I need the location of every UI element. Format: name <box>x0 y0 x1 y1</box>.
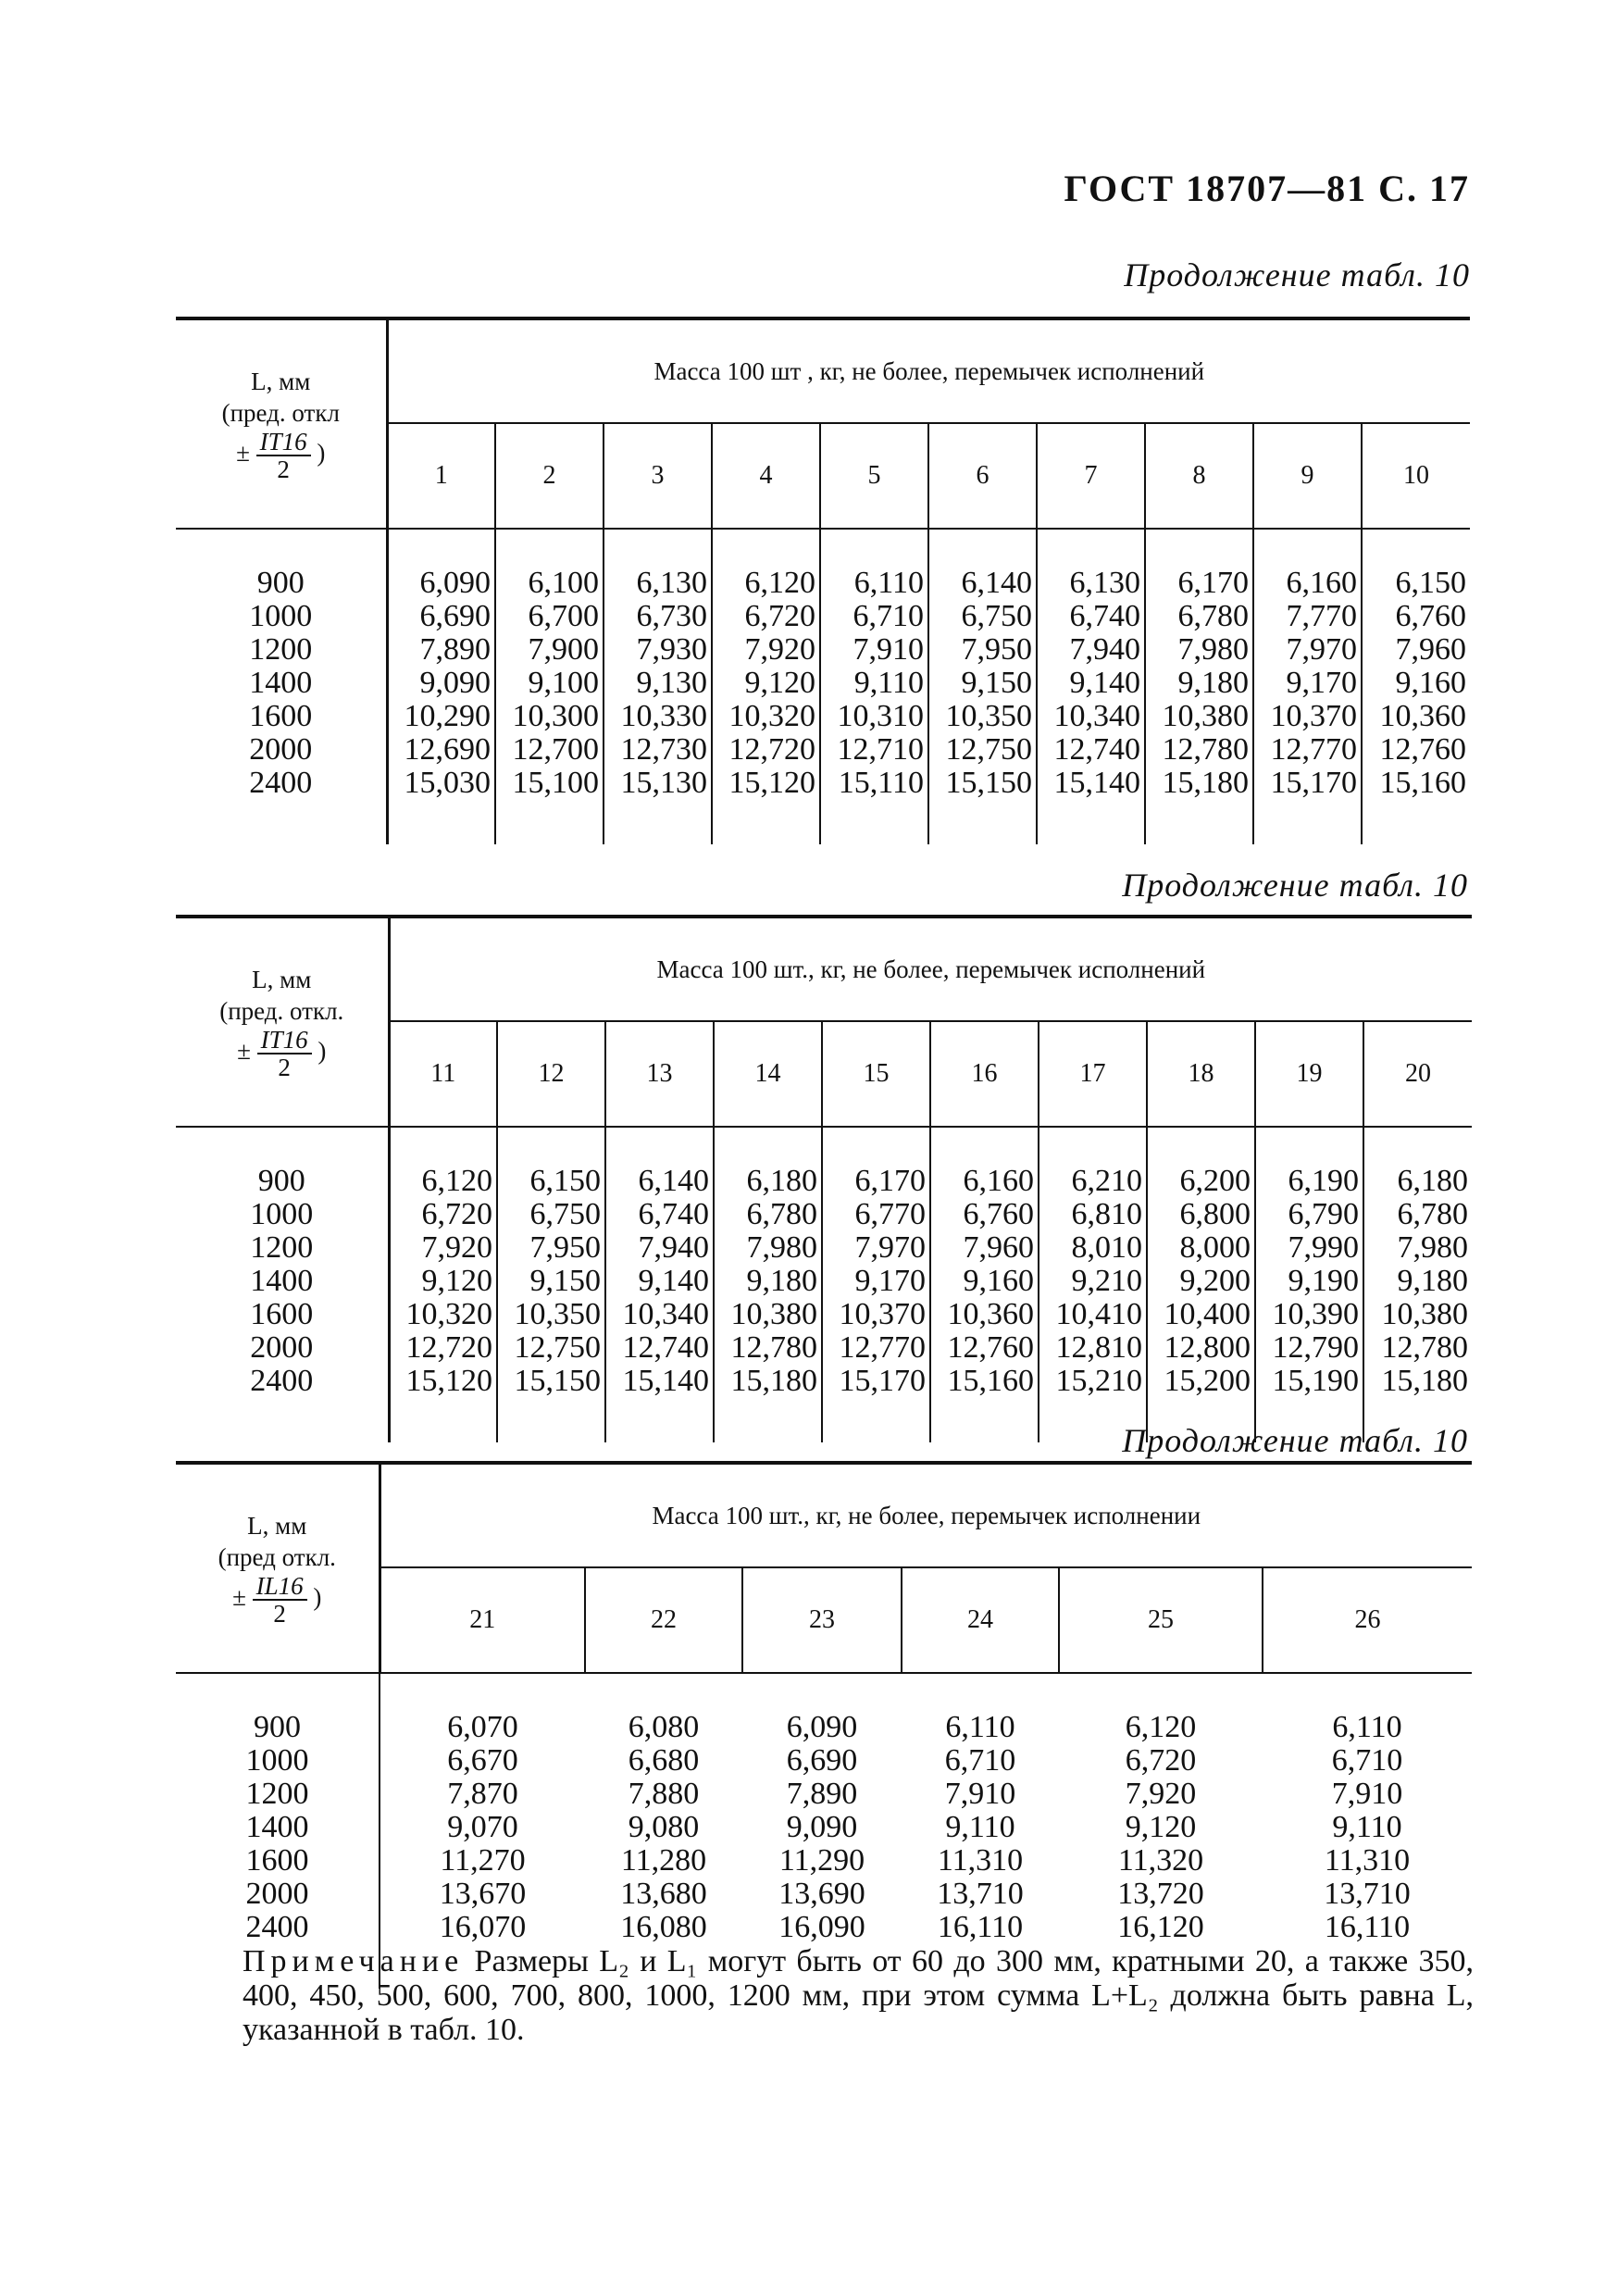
table-row <box>176 1331 1472 1365</box>
mass-value: 15,180 <box>714 1365 822 1398</box>
length-value: 1600 <box>176 700 387 733</box>
table-caption: Продолжение табл. 10 <box>1124 256 1470 293</box>
tolerance-label: (пред. откл <box>221 399 340 427</box>
mass-value: 6,680 <box>628 1743 700 1778</box>
mass-value: 6,720 <box>1125 1743 1197 1778</box>
mass-value: 7,890 <box>387 633 495 667</box>
tolerance-label: (пред. откл. <box>219 997 344 1025</box>
mass-value: 9,170 <box>822 1265 930 1298</box>
length-value: 1400 <box>176 1811 380 1844</box>
plus-minus-sign: ± <box>232 1583 246 1612</box>
mass-value: 15,180 <box>1145 767 1253 800</box>
mass-value: 7,770 <box>1253 600 1362 633</box>
mass-value: 10,410 <box>1039 1298 1147 1331</box>
column-header-version: 9 <box>1253 423 1362 529</box>
mass-value: 10,360 <box>1362 700 1470 733</box>
length-value: 2400 <box>176 1911 380 1944</box>
mass-value: 16,070 <box>439 1910 527 1944</box>
column-header-version: 22 <box>585 1567 742 1673</box>
mass-value: 6,780 <box>1363 1198 1472 1231</box>
length-value: 1200 <box>176 1778 380 1811</box>
mass-value: 10,360 <box>930 1298 1039 1331</box>
table-row <box>176 1365 1472 1398</box>
mass-value: 6,080 <box>628 1710 700 1744</box>
mass-value: 7,920 <box>712 633 820 667</box>
mass-value: 9,110 <box>1332 1810 1402 1844</box>
fraction <box>256 429 311 482</box>
mass-value: 6,120 <box>712 567 820 600</box>
mass-group-header: Масса 100 шт., кг, не более, перемычек исполнений <box>389 917 1472 1021</box>
mass-value: 6,710 <box>820 600 928 633</box>
mass-value: 11,280 <box>620 1843 707 1878</box>
mass-value: 7,950 <box>497 1231 605 1265</box>
mass-value: 7,870 <box>447 1777 518 1811</box>
table-row <box>176 700 1470 733</box>
mass-value: 6,100 <box>495 567 604 600</box>
length-column-header <box>176 917 389 1127</box>
column-header-version: 1 <box>387 423 495 529</box>
mass-value: 12,720 <box>389 1331 497 1365</box>
mass-value: 11,310 <box>1324 1843 1411 1878</box>
column-header-version: 14 <box>714 1021 822 1127</box>
mass-value: 6,160 <box>1253 567 1362 600</box>
mass-value: 9,090 <box>786 1810 858 1844</box>
mass-value: 15,160 <box>930 1365 1039 1398</box>
footnote <box>243 1944 1474 2047</box>
mass-value: 10,340 <box>605 1298 714 1331</box>
table-row <box>176 1711 1472 1744</box>
mass-value: 15,120 <box>389 1365 497 1398</box>
mass-value: 12,740 <box>605 1331 714 1365</box>
mass-value: 9,180 <box>1145 667 1253 700</box>
length-label: L, мм <box>251 368 311 395</box>
mass-value: 10,370 <box>1253 700 1362 733</box>
table-row <box>176 1878 1472 1911</box>
column-header-version: 16 <box>930 1021 1039 1127</box>
mass-value: 6,770 <box>822 1198 930 1231</box>
mass-value: 9,180 <box>714 1265 822 1298</box>
mass-value: 6,190 <box>1255 1165 1363 1198</box>
mass-value: 12,740 <box>1037 733 1145 767</box>
column-header-version: 10 <box>1362 423 1470 529</box>
mass-value: 13,720 <box>1117 1877 1204 1911</box>
mass-value: 9,200 <box>1147 1265 1255 1298</box>
column-header-version: 20 <box>1363 1021 1472 1127</box>
mass-table-3 <box>176 1461 1472 1989</box>
mass-value: 6,730 <box>604 600 712 633</box>
tolerance-label: (пред откл. <box>218 1543 336 1571</box>
length-value: 1200 <box>176 1231 389 1265</box>
mass-value: 7,970 <box>1253 633 1362 667</box>
mass-value: 7,960 <box>930 1231 1039 1265</box>
mass-value: 9,110 <box>945 1810 1015 1844</box>
mass-value: 8,000 <box>1147 1231 1255 1265</box>
mass-value: 10,310 <box>820 700 928 733</box>
mass-value: 12,730 <box>604 733 712 767</box>
mass-value: 6,740 <box>1037 600 1145 633</box>
column-header-version: 8 <box>1145 423 1253 529</box>
mass-value: 6,110 <box>1332 1710 1402 1744</box>
mass-value: 9,090 <box>387 667 495 700</box>
table-caption: Продолжение табл. 10 <box>1122 1422 1468 1459</box>
length-value: 1000 <box>176 600 387 633</box>
mass-group-header: Масса 100 шт , кг, не более, перемычек исполнений <box>387 318 1470 423</box>
mass-value: 12,720 <box>712 733 820 767</box>
mass-table-1 <box>176 317 1470 844</box>
table-row <box>176 567 1470 600</box>
mass-value: 10,400 <box>1147 1298 1255 1331</box>
column-header-version: 17 <box>1039 1021 1147 1127</box>
length-value: 2400 <box>176 1365 389 1398</box>
table-row <box>176 1911 1472 1944</box>
length-column-header <box>176 318 387 529</box>
mass-value: 11,320 <box>1117 1843 1204 1878</box>
mass-value: 6,110 <box>945 1710 1015 1744</box>
mass-value: 15,150 <box>928 767 1037 800</box>
mass-value: 7,940 <box>605 1231 714 1265</box>
mass-value: 12,760 <box>930 1331 1039 1365</box>
mass-value: 12,780 <box>1363 1331 1472 1365</box>
mass-value: 6,750 <box>928 600 1037 633</box>
column-header-version: 19 <box>1255 1021 1363 1127</box>
mass-value: 7,960 <box>1362 633 1470 667</box>
mass-value: 6,670 <box>447 1743 518 1778</box>
mass-value: 12,790 <box>1255 1331 1363 1365</box>
mass-value: 6,800 <box>1147 1198 1255 1231</box>
mass-value: 6,070 <box>447 1710 518 1744</box>
mass-value: 10,380 <box>1363 1298 1472 1331</box>
mass-value: 9,140 <box>1037 667 1145 700</box>
mass-value: 10,290 <box>387 700 495 733</box>
mass-value: 9,170 <box>1253 667 1362 700</box>
mass-value: 12,710 <box>820 733 928 767</box>
mass-value: 6,740 <box>605 1198 714 1231</box>
mass-value: 15,140 <box>605 1365 714 1398</box>
column-header-version: 12 <box>497 1021 605 1127</box>
mass-value: 7,950 <box>928 633 1037 667</box>
table-row <box>176 667 1470 700</box>
mass-value: 6,120 <box>1125 1710 1197 1744</box>
mass-value: 7,980 <box>1363 1231 1472 1265</box>
length-label: L, мм <box>252 966 312 993</box>
mass-value: 10,320 <box>389 1298 497 1331</box>
length-value: 1400 <box>176 667 387 700</box>
fraction-denominator: 2 <box>277 455 290 483</box>
column-header-version: 24 <box>902 1567 1059 1673</box>
tolerance-formula: ± $\frac{IT16}{2}$ ) <box>236 428 326 483</box>
mass-value: 10,350 <box>497 1298 605 1331</box>
column-header-version: 3 <box>604 423 712 529</box>
mass-value: 6,140 <box>605 1165 714 1198</box>
note-text: Размеры L₂ и L₁ могут быть от 60 до 300 мм, кратными 20, а также 350, 400, 450, 500, 600, 700, 800, 1000, 1200 мм, при этом сумма L+L₂ должна быть равна L, указанной в табл. 10. <box>243 1944 1474 2047</box>
mass-value: 6,710 <box>944 1743 1016 1778</box>
mass-table-2 <box>176 915 1472 1442</box>
length-value: 2000 <box>176 1878 380 1911</box>
mass-value: 10,330 <box>604 700 712 733</box>
mass-value: 6,790 <box>1255 1198 1363 1231</box>
mass-value: 9,100 <box>495 667 604 700</box>
mass-group-header: Масса 100 шт., кг, не более, перемычек исполнении <box>380 1463 1472 1567</box>
mass-value: 6,720 <box>389 1198 497 1231</box>
mass-value: 15,100 <box>495 767 604 800</box>
length-value: 1000 <box>176 1198 389 1231</box>
mass-value: 15,170 <box>1253 767 1362 800</box>
fraction-numerator: IT16 <box>257 1027 312 1054</box>
mass-value: 13,670 <box>439 1877 527 1911</box>
mass-value: 6,710 <box>1331 1743 1403 1778</box>
mass-value: 6,690 <box>786 1743 858 1778</box>
table-row <box>176 1265 1472 1298</box>
mass-value: 6,760 <box>1362 600 1470 633</box>
mass-value: 12,750 <box>928 733 1037 767</box>
mass-value: 11,270 <box>440 1843 526 1878</box>
mass-value: 12,780 <box>1145 733 1253 767</box>
note-label: Примечание <box>243 1944 465 1978</box>
mass-value: 9,150 <box>928 667 1037 700</box>
mass-value: 6,150 <box>497 1165 605 1198</box>
mass-value: 13,680 <box>620 1877 707 1911</box>
mass-value: 6,690 <box>387 600 495 633</box>
length-value: 1000 <box>176 1744 380 1778</box>
mass-value: 7,880 <box>628 1777 700 1811</box>
column-header-version: 7 <box>1037 423 1145 529</box>
table-row <box>176 1778 1472 1811</box>
mass-value: 11,310 <box>937 1843 1024 1878</box>
mass-value: 15,160 <box>1362 767 1470 800</box>
length-value: 2000 <box>176 1331 389 1365</box>
column-header-version: 2 <box>495 423 604 529</box>
mass-value: 12,770 <box>822 1331 930 1365</box>
table-row <box>176 1165 1472 1198</box>
mass-value: 15,150 <box>497 1365 605 1398</box>
table-row <box>176 1198 1472 1231</box>
tolerance-formula: ± $\frac{IT16}{2}$ ) <box>237 1026 327 1081</box>
mass-value: 9,150 <box>497 1265 605 1298</box>
mass-value: 6,150 <box>1362 567 1470 600</box>
mass-value: 6,140 <box>928 567 1037 600</box>
fraction-denominator: 2 <box>273 1600 286 1628</box>
mass-value: 9,210 <box>1039 1265 1147 1298</box>
table-row <box>176 1844 1472 1878</box>
mass-value: 9,190 <box>1255 1265 1363 1298</box>
mass-value: 15,210 <box>1039 1365 1147 1398</box>
length-value: 1600 <box>176 1844 380 1878</box>
column-header-version: 15 <box>822 1021 930 1127</box>
fraction-numerator: IL16 <box>253 1573 307 1601</box>
mass-value: 6,810 <box>1039 1198 1147 1231</box>
mass-value: 9,140 <box>605 1265 714 1298</box>
table-row <box>176 1298 1472 1331</box>
mass-value: 6,780 <box>714 1198 822 1231</box>
mass-value: 6,210 <box>1039 1165 1147 1198</box>
mass-value: 7,940 <box>1037 633 1145 667</box>
mass-value: 9,120 <box>389 1265 497 1298</box>
mass-value: 12,770 <box>1253 733 1362 767</box>
mass-value: 6,090 <box>387 567 495 600</box>
mass-value: 6,700 <box>495 600 604 633</box>
tolerance-formula: ± $\frac{IL16}{2}$ ) <box>232 1572 322 1628</box>
length-value: 1200 <box>176 633 387 667</box>
mass-value: 6,130 <box>1037 567 1145 600</box>
page-header: ГОСТ 18707—81 С. 17 <box>1064 168 1470 209</box>
mass-value: 9,110 <box>820 667 928 700</box>
mass-value: 10,340 <box>1037 700 1145 733</box>
mass-value: 15,200 <box>1147 1365 1255 1398</box>
table-row <box>176 1231 1472 1265</box>
column-header-version: 18 <box>1147 1021 1255 1127</box>
mass-value: 7,920 <box>1125 1777 1197 1811</box>
table-row <box>176 600 1470 633</box>
mass-value: 7,980 <box>1145 633 1253 667</box>
fraction-denominator: 2 <box>278 1054 291 1081</box>
mass-value: 7,920 <box>389 1231 497 1265</box>
mass-value: 9,120 <box>1125 1810 1197 1844</box>
mass-value: 7,900 <box>495 633 604 667</box>
length-value: 1600 <box>176 1298 389 1331</box>
mass-value: 15,180 <box>1363 1365 1472 1398</box>
mass-value: 6,180 <box>1363 1165 1472 1198</box>
mass-value: 12,810 <box>1039 1331 1147 1365</box>
plus-minus-sign: ± <box>236 439 250 468</box>
mass-value: 7,910 <box>944 1777 1016 1811</box>
mass-value: 10,350 <box>928 700 1037 733</box>
column-header-version: 25 <box>1059 1567 1263 1673</box>
column-header-version: 5 <box>820 423 928 529</box>
length-value: 2000 <box>176 733 387 767</box>
mass-value: 9,160 <box>1362 667 1470 700</box>
mass-value: 9,180 <box>1363 1265 1472 1298</box>
mass-value: 7,890 <box>786 1777 858 1811</box>
mass-value: 12,780 <box>714 1331 822 1365</box>
mass-value: 12,750 <box>497 1331 605 1365</box>
mass-value: 15,130 <box>604 767 712 800</box>
column-header-version: 6 <box>928 423 1037 529</box>
mass-value: 9,160 <box>930 1265 1039 1298</box>
table-row <box>176 767 1470 800</box>
mass-value: 12,700 <box>495 733 604 767</box>
column-header-version: 11 <box>389 1021 497 1127</box>
column-header-version: 23 <box>742 1567 902 1673</box>
table-row <box>176 1811 1472 1844</box>
mass-value: 6,160 <box>930 1165 1039 1198</box>
mass-value: 13,690 <box>778 1877 865 1911</box>
plus-minus-sign: ± <box>237 1037 251 1066</box>
mass-value: 7,990 <box>1255 1231 1363 1265</box>
mass-value: 16,110 <box>937 1910 1024 1944</box>
mass-value: 10,300 <box>495 700 604 733</box>
mass-value: 16,090 <box>778 1910 865 1944</box>
mass-value: 9,130 <box>604 667 712 700</box>
table-row <box>176 733 1470 767</box>
length-column-header <box>176 1463 380 1673</box>
mass-value: 6,180 <box>714 1165 822 1198</box>
mass-value: 9,070 <box>447 1810 518 1844</box>
mass-value: 8,010 <box>1039 1231 1147 1265</box>
mass-value: 6,170 <box>1145 567 1253 600</box>
mass-value: 9,120 <box>712 667 820 700</box>
mass-value: 12,800 <box>1147 1331 1255 1365</box>
length-value: 900 <box>176 1165 389 1198</box>
mass-value: 15,170 <box>822 1365 930 1398</box>
mass-value: 10,380 <box>714 1298 822 1331</box>
mass-value: 7,910 <box>820 633 928 667</box>
mass-value: 15,110 <box>820 767 928 800</box>
fraction <box>253 1573 307 1627</box>
mass-value: 6,110 <box>820 567 928 600</box>
mass-value: 11,290 <box>778 1843 865 1878</box>
mass-value: 6,130 <box>604 567 712 600</box>
mass-value: 6,090 <box>786 1710 858 1744</box>
mass-value: 13,710 <box>1324 1877 1411 1911</box>
mass-value: 15,030 <box>387 767 495 800</box>
fraction-numerator: IT16 <box>256 429 311 456</box>
mass-value: 10,390 <box>1255 1298 1363 1331</box>
mass-value: 13,710 <box>937 1877 1024 1911</box>
mass-value: 6,170 <box>822 1165 930 1198</box>
mass-value: 10,320 <box>712 700 820 733</box>
length-value: 900 <box>176 1711 380 1744</box>
mass-value: 15,190 <box>1255 1365 1363 1398</box>
mass-value: 16,120 <box>1117 1910 1204 1944</box>
mass-value: 12,760 <box>1362 733 1470 767</box>
length-value: 1400 <box>176 1265 389 1298</box>
mass-value: 7,910 <box>1331 1777 1403 1811</box>
column-header-version: 13 <box>605 1021 714 1127</box>
mass-value: 10,380 <box>1145 700 1253 733</box>
mass-value: 6,750 <box>497 1198 605 1231</box>
table-row <box>176 633 1470 667</box>
mass-value: 6,120 <box>389 1165 497 1198</box>
column-header-version: 26 <box>1263 1567 1472 1673</box>
mass-value: 15,140 <box>1037 767 1145 800</box>
mass-value: 7,930 <box>604 633 712 667</box>
mass-value: 6,760 <box>930 1198 1039 1231</box>
mass-value: 6,200 <box>1147 1165 1255 1198</box>
column-header-version: 4 <box>712 423 820 529</box>
mass-value: 7,970 <box>822 1231 930 1265</box>
mass-value: 16,110 <box>1324 1910 1411 1944</box>
fraction <box>257 1027 312 1080</box>
mass-value: 6,720 <box>712 600 820 633</box>
table-caption: Продолжение табл. 10 <box>1122 867 1468 904</box>
mass-value: 6,780 <box>1145 600 1253 633</box>
length-value: 900 <box>176 567 387 600</box>
mass-value: 12,690 <box>387 733 495 767</box>
length-label: L, мм <box>247 1512 307 1540</box>
column-header-version: 21 <box>380 1567 585 1673</box>
mass-value: 10,370 <box>822 1298 930 1331</box>
mass-value: 7,980 <box>714 1231 822 1265</box>
mass-value: 16,080 <box>620 1910 707 1944</box>
length-value: 2400 <box>176 767 387 800</box>
table-row <box>176 1744 1472 1778</box>
mass-value: 15,120 <box>712 767 820 800</box>
mass-value: 9,080 <box>628 1810 700 1844</box>
